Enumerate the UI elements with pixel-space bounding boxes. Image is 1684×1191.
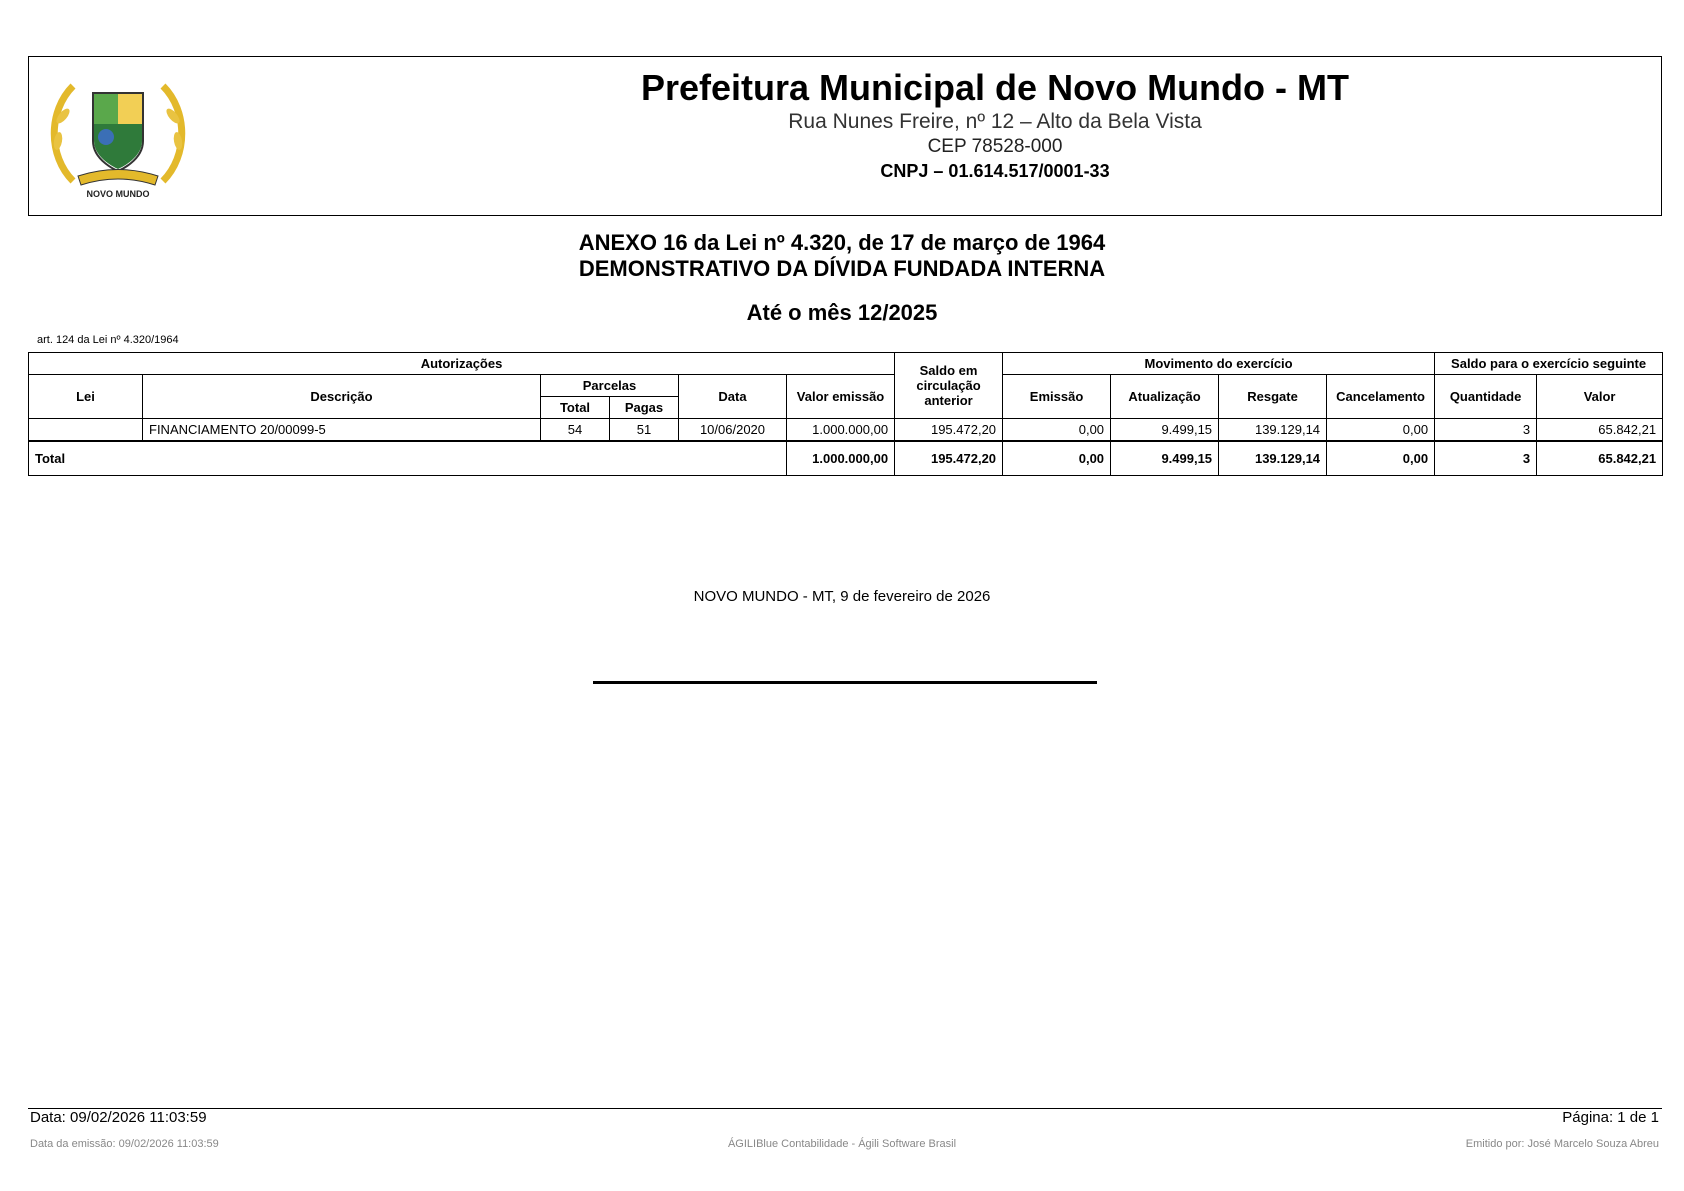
header-lei: Lei <box>29 375 143 419</box>
header-saldo-seguinte: Saldo para o exercício seguinte <box>1435 353 1663 375</box>
total-valor: 65.842,21 <box>1537 441 1663 476</box>
header-saldo-anterior: Saldo em circulação anterior <box>895 353 1003 419</box>
total-atualizacao: 9.499,15 <box>1111 441 1219 476</box>
header-valor: Valor <box>1537 375 1663 419</box>
legal-reference: art. 124 da Lei nº 4.320/1964 <box>37 334 179 346</box>
debt-table <box>28 352 1663 476</box>
organization-cnpj: CNPJ – 01.614.517/0001-33 <box>880 161 1110 181</box>
svg-text:NOVO MUNDO: NOVO MUNDO <box>86 189 150 199</box>
organization-cep: CEP 78528-000 <box>927 136 1063 157</box>
software-credit: ÁGILIBlue Contabilidade - Ágili Software Brasil <box>727 1138 957 1150</box>
header-valor-emissao: Valor emissão <box>787 375 895 419</box>
total-row <box>29 441 1663 476</box>
cell-emissao: 0,00 <box>1003 419 1111 442</box>
municipal-coat-of-arms-logo <box>43 71 193 201</box>
header-resgate: Resgate <box>1219 375 1327 419</box>
total-saldo-anterior: 195.472,20 <box>895 441 1003 476</box>
header-quantidade: Quantidade <box>1435 375 1537 419</box>
table-row <box>29 419 1663 442</box>
cell-descricao: FINANCIAMENTO 20/00099-5 <box>143 419 541 442</box>
document-title-annex: ANEXO 16 da Lei nº 4.320, de 17 de março de 1964 <box>578 230 1106 255</box>
header-box <box>28 56 1662 216</box>
document-period: Até o mês 12/2025 <box>746 300 938 325</box>
header-emissao: Emissão <box>1003 375 1111 419</box>
cell-resgate: 139.129,14 <box>1219 419 1327 442</box>
footer-date: Data: 09/02/2026 11:03:59 <box>30 1109 207 1126</box>
total-resgate: 139.129,14 <box>1219 441 1327 476</box>
total-valor-emissao: 1.000.000,00 <box>787 441 895 476</box>
cell-valor: 65.842,21 <box>1537 419 1663 442</box>
header-movimento: Movimento do exercício <box>1003 353 1435 375</box>
header-parcelas-total: Total <box>541 397 610 419</box>
cell-parcelas-total: 54 <box>541 419 610 442</box>
total-quantidade: 3 <box>1435 441 1537 476</box>
total-emissao: 0,00 <box>1003 441 1111 476</box>
header-descricao: Descrição <box>143 375 541 419</box>
cell-cancelamento: 0,00 <box>1327 419 1435 442</box>
header-text <box>329 67 1661 183</box>
cell-quantidade: 3 <box>1435 419 1537 442</box>
signature-place-date: NOVO MUNDO - MT, 9 de fevereiro de 2026 <box>693 588 991 605</box>
total-cancelamento: 0,00 <box>1327 441 1435 476</box>
header-parcelas-pagas: Pagas <box>610 397 679 419</box>
header-autorizacoes: Autorizações <box>29 353 895 375</box>
footer-divider <box>28 1108 1662 1109</box>
signature-line <box>593 681 1097 684</box>
emission-date: Data da emissão: 09/02/2026 11:03:59 <box>30 1138 219 1150</box>
organization-title: Prefeitura Municipal de Novo Mundo - MT <box>640 67 1349 108</box>
cell-parcelas-pagas: 51 <box>610 419 679 442</box>
header-data: Data <box>679 375 787 419</box>
header-parcelas: Parcelas <box>541 375 679 397</box>
organization-address: Rua Nunes Freire, nº 12 – Alto da Bela Vista <box>788 110 1202 133</box>
footer-page-number: Página: 1 de 1 <box>1562 1109 1659 1126</box>
total-label: Total <box>29 441 787 476</box>
cell-data: 10/06/2020 <box>679 419 787 442</box>
header-cancelamento: Cancelamento <box>1327 375 1435 419</box>
cell-saldo-anterior: 195.472,20 <box>895 419 1003 442</box>
cell-lei <box>29 419 143 442</box>
header-atualizacao: Atualização <box>1111 375 1219 419</box>
issued-by: Emitido por: José Marcelo Souza Abreu <box>1465 1138 1659 1150</box>
document-title-statement: DEMONSTRATIVO DA DÍVIDA FUNDADA INTERNA <box>578 256 1106 281</box>
cell-atualizacao: 9.499,15 <box>1111 419 1219 442</box>
cell-valor-emissao: 1.000.000,00 <box>787 419 895 442</box>
